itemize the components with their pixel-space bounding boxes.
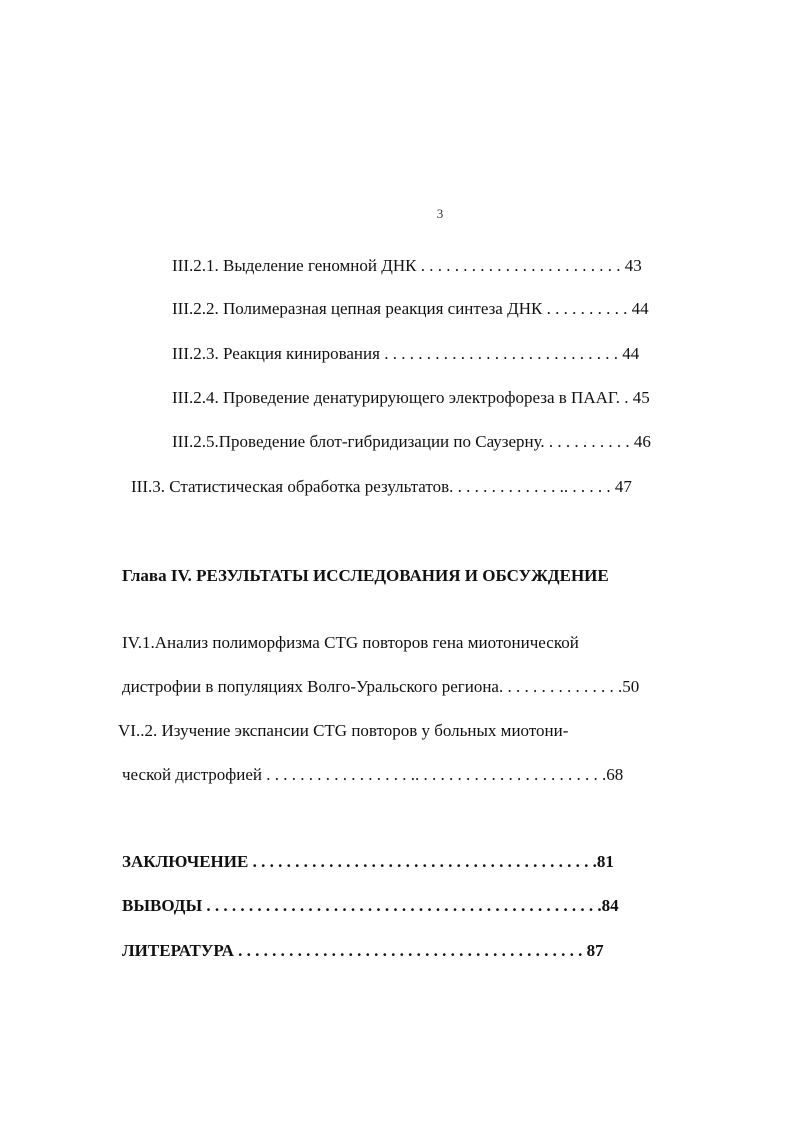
- chapter-4-heading: Глава IV. РЕЗУЛЬТАТЫ ИССЛЕДОВАНИЯ И ОБСУЖДЕНИЕ: [122, 566, 609, 585]
- toc-entry-3-3: III.3. Статистическая обработка результатов. . . . . . . . . . . . . .. . . . . . 47: [131, 477, 632, 496]
- toc-entry-conclusion: ЗАКЛЮЧЕНИЕ . . . . . . . . . . . . . . . . . . . . . . . . . . . . . . . . . . . . . . . . .81: [122, 852, 614, 871]
- toc-entry-3-2-5: III.2.5.Проведение блот-гибридизации по Саузерну. . . . . . . . . . . 46: [172, 432, 651, 451]
- page-number: 3: [436, 206, 444, 221]
- toc-entry-3-2-4: III.2.4. Проведение денатурирующего электрофореза в ПААГ. . 45: [172, 388, 650, 407]
- toc-entry-3-2-3: III.2.3. Реакция кинирования . . . . . . . . . . . . . . . . . . . . . . . . . . . . 44: [172, 344, 640, 363]
- toc-entry-3-2-1: III.2.1. Выделение геномной ДНК . . . . . . . . . . . . . . . . . . . . . . . . 43: [172, 256, 642, 275]
- toc-entry-literature: ЛИТЕРАТУРА . . . . . . . . . . . . . . . . . . . . . . . . . . . . . . . . . . . . . . . . . 87: [122, 941, 604, 960]
- toc-entry-3-2-2: III.2.2. Полимеразная цепная реакция синтеза ДНК . . . . . . . . . . 44: [172, 299, 649, 318]
- toc-entry-4-2-line2: ческой дистрофией . . . . . . . . . . . . . . . . . .. . . . . . . . . . . . . . . . . . . . . . .68: [122, 765, 624, 784]
- toc-entry-findings: ВЫВОДЫ . . . . . . . . . . . . . . . . . . . . . . . . . . . . . . . . . . . . . . . . . . . . . . .84: [122, 896, 619, 915]
- toc-entry-4-1-line2: дистрофии в популяциях Волго-Уральского региона. . . . . . . . . . . . . . .50: [122, 677, 640, 696]
- toc-entry-4-1-line1: IV.1.Анализ полиморфизма CTG повторов гена миотонической: [122, 633, 579, 652]
- toc-entry-4-2-line1: VI..2. Изучение экспансии CTG повторов у больных миотони-: [118, 721, 569, 740]
